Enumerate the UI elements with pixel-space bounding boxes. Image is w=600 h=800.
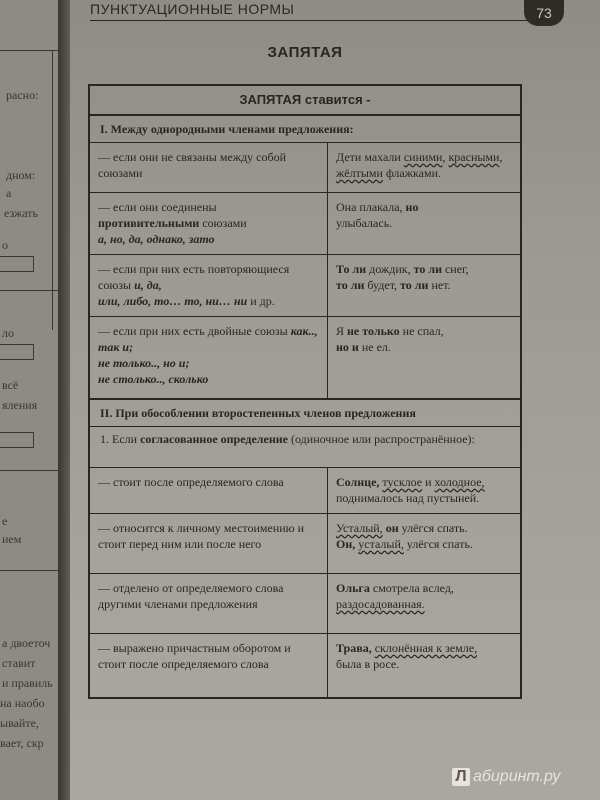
table-heading <box>90 86 520 116</box>
subsection-title <box>90 427 485 467</box>
table-row <box>90 192 520 254</box>
example-definition: холодное, <box>434 475 485 489</box>
example-conjunction: но <box>405 200 419 214</box>
subsection-text: (одиночное или распространённое): <box>291 432 475 446</box>
running-head: ПУНКТУАЦИОННЫЕ НОРМЫ <box>90 0 545 21</box>
left-text: всё <box>2 378 19 392</box>
left-page-rule <box>0 50 58 51</box>
conjunction-list: не столько.., сколько <box>98 372 209 386</box>
left-answer-box <box>0 344 34 360</box>
example-text: не ел. <box>361 340 391 354</box>
example-text: Она плакала, <box>336 200 403 214</box>
subsection-text: 1. Если <box>100 432 138 446</box>
rules-table <box>88 84 522 699</box>
example-text: улыбалась. <box>336 216 393 230</box>
watermark-text: абиринт.ру <box>473 768 561 785</box>
rule-cell <box>90 255 328 316</box>
example-definition: усталый, <box>358 537 404 551</box>
subsection-row <box>90 426 520 467</box>
table-row <box>90 467 520 513</box>
rule-cell: — выражено причастным оборотом и стоит после определяемого слова <box>90 634 328 697</box>
example-subject: Ольга <box>336 581 370 595</box>
page-title: ЗАПЯТАЯ <box>267 44 343 61</box>
left-text: дном: <box>6 168 36 182</box>
subsection-term: согласованное определение <box>140 432 289 446</box>
rule-cell: — стоит после определяемого слова <box>90 468 328 513</box>
rule-text: — если они соединены <box>98 200 217 214</box>
rule-cell: — относится к личному местоимению и стоит перед ним или после него <box>90 514 328 573</box>
left-text: е <box>2 514 8 528</box>
conjunction-list: не только.., но и; <box>98 356 190 370</box>
table-heading-dash: - <box>362 92 371 107</box>
left-text: ывайте, <box>0 716 39 730</box>
watermark-logo-icon: Л <box>452 768 470 786</box>
rule-cell: — если они не связаны между собой союзами <box>90 143 328 192</box>
table-row <box>90 142 520 192</box>
example-conjunction: то ли <box>336 278 365 292</box>
left-page-rule <box>0 570 58 571</box>
section-title: II. При обособлении второстепенных членов предложения <box>100 406 416 420</box>
left-text: на наобо <box>0 696 45 710</box>
example-subject: он <box>385 521 399 535</box>
left-text: о <box>2 238 8 252</box>
example-subject: Он, <box>336 537 356 551</box>
example-text: нет. <box>431 278 451 292</box>
conjunction-list: как.., так и; <box>98 324 318 354</box>
left-text: а <box>6 186 12 200</box>
left-text: а двоеточ <box>2 636 51 650</box>
example-subject: Трава, <box>336 641 372 655</box>
left-text: ставит <box>2 656 36 670</box>
rule-cell <box>90 317 328 398</box>
section-row <box>90 398 520 426</box>
example-text: не спал, <box>402 324 444 338</box>
rule-term: противительными <box>98 216 200 230</box>
example-text: поднималось над пустыней. <box>336 491 480 505</box>
example-text: улёгся спать. <box>401 521 468 535</box>
left-text: ло <box>2 326 14 340</box>
rule-text: и др. <box>250 294 275 308</box>
rule-cell <box>90 193 328 254</box>
example-text: и <box>425 475 432 489</box>
example-cell <box>328 634 520 697</box>
example-conjunction: то ли <box>400 278 429 292</box>
example-definition: тусклое <box>382 475 423 489</box>
table-row <box>90 513 520 573</box>
example-text: Дети махали синими, красными, жёлтыми флажками. <box>336 150 503 180</box>
left-page <box>0 0 58 800</box>
table-row <box>90 573 520 633</box>
example-cell <box>328 514 520 573</box>
example-cell <box>328 143 520 192</box>
left-answer-box <box>0 432 34 448</box>
watermark <box>452 768 600 792</box>
left-page-rule <box>0 470 58 471</box>
left-page-frame <box>52 50 53 330</box>
left-text: и правиль <box>2 676 53 690</box>
left-text: езжать <box>4 206 39 220</box>
example-conjunction: но и <box>336 340 359 354</box>
left-text: ием <box>2 532 22 546</box>
example-cell <box>328 468 520 513</box>
right-page <box>70 0 600 800</box>
example-cell <box>328 193 520 254</box>
example-text: снег, <box>444 262 469 276</box>
rule-cell: — отделено от определяемого слова другими членами предложения <box>90 574 328 633</box>
example-conjunction: не только <box>347 324 400 338</box>
table-row <box>90 254 520 316</box>
left-answer-box <box>0 256 34 272</box>
example-text: улёгся спать. <box>406 537 473 551</box>
example-text: дождик, <box>369 262 411 276</box>
conjunction-list: а, но, да, однако, зато <box>98 232 215 246</box>
rule-text: — если при них есть двойные союзы <box>98 324 288 338</box>
conjunction-list: и, да, <box>134 278 162 292</box>
example-text: была в росе. <box>336 657 400 671</box>
conjunction-list: или, либо, то… то, ни… ни <box>98 294 248 308</box>
left-page-rule <box>0 290 58 291</box>
example-definition: Усталый, <box>336 521 383 535</box>
table-row <box>90 316 520 398</box>
left-text: расно: <box>6 88 39 102</box>
example-conjunction: то ли <box>413 262 442 276</box>
page-number: 73 <box>524 0 564 26</box>
example-cell <box>328 317 520 398</box>
example-text: Я <box>336 324 345 338</box>
section-row <box>90 116 520 142</box>
example-definition: склонённая к земле, <box>374 641 478 655</box>
example-cell <box>328 255 520 316</box>
example-conjunction: То ли <box>336 262 367 276</box>
rule-text: — если при них есть повторяющиеся союзы <box>98 262 290 292</box>
example-cell <box>328 574 520 633</box>
example-subject: Солнце, <box>336 475 380 489</box>
table-row <box>90 633 520 697</box>
example-text: смотрела вслед, <box>372 581 454 595</box>
example-text: будет, <box>367 278 398 292</box>
rule-text: союзами <box>202 216 247 230</box>
left-text: яления <box>2 398 38 412</box>
left-text: вает, скр <box>0 736 44 750</box>
section-title: I. Между однородными членами предложения: <box>100 122 354 136</box>
table-heading-text: ЗАПЯТАЯ ставится <box>239 92 363 107</box>
example-definition: раздосадованная. <box>336 597 425 611</box>
